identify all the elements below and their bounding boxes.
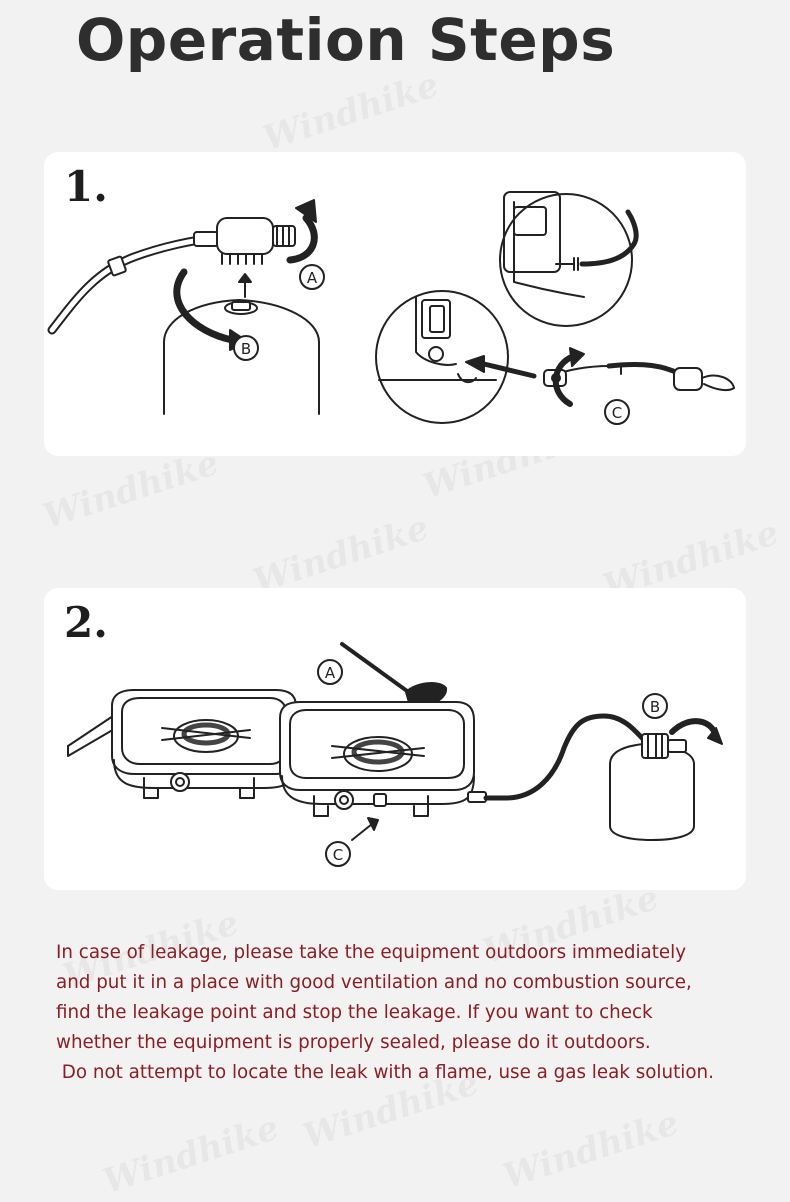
step-1-card (44, 152, 746, 456)
label-a-text: A (324, 664, 336, 682)
notice-line: and put it in a place with good ventilation and no combustion source, (56, 972, 692, 993)
step-1-number: 1. (64, 162, 108, 211)
step-2-illustration (44, 588, 746, 890)
label-c-text: C (332, 846, 344, 864)
watermark (98, 1108, 283, 1202)
step-2-card (44, 588, 746, 890)
step-1-illustration (44, 152, 746, 456)
watermark (498, 1103, 683, 1197)
watermark (258, 65, 443, 159)
page-title: Operation Steps (76, 6, 616, 74)
notice-line: find the leakage point and stop the leakage. If you want to check (56, 1002, 653, 1023)
safety-notice (56, 938, 756, 1088)
label-a-text: A (306, 269, 318, 287)
label-c-text: C (611, 404, 623, 422)
notice-line: whether the equipment is properly sealed, please do it outdoors. (56, 1032, 651, 1053)
step-2-number: 2. (64, 598, 108, 647)
label-b-text: B (240, 340, 252, 358)
watermark (38, 443, 223, 537)
label-b-text: B (649, 698, 661, 716)
notice-line: In case of leakage, please take the equipment outdoors immediately (56, 942, 687, 963)
notice-line: Do not attempt to locate the leak with a flame, use a gas leak solution. (56, 1062, 714, 1083)
